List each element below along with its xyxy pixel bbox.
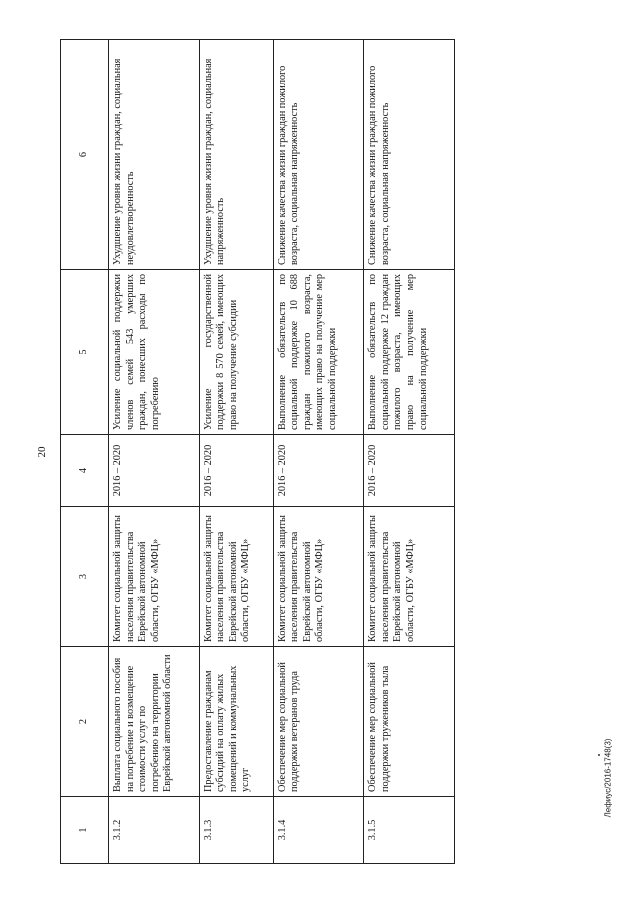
measure-name: Обеспечение мер социальной поддержки тружеников тыла [364, 647, 455, 797]
consequence: Снижение качества жизни граждан пожилого возраста, социальная напряженность [273, 40, 364, 270]
measure-name: Выплата социального пособия на погребение и возмещение стоимости услуг по погребению на территории Еврейской автономной области [109, 647, 200, 797]
period: 2016 – 2020 [199, 435, 273, 507]
column-header-6: 6 [61, 40, 109, 270]
measure-name: Обеспечение мер социальной поддержки ветеранов труда [273, 647, 364, 797]
consequence: Снижение качества жизни граждан пожилого возраста, социальная напряженность [364, 40, 455, 270]
expected-result: Усиление социальной поддержки членов семей 543 умерших граждан, понесших расходы по погребению [109, 270, 200, 435]
row-number: 3.1.5 [364, 797, 455, 864]
executor: Комитет социальной защиты населения правительства Еврейской автономной области, ОГБУ «МФЦ» [273, 507, 364, 647]
column-header-4: 4 [61, 435, 109, 507]
program-measures-table [60, 39, 455, 864]
row-number: 3.1.4 [273, 797, 364, 864]
row-number: 3.1.2 [109, 797, 200, 864]
row-number: 3.1.3 [199, 797, 273, 864]
page-number: 20 [36, 446, 48, 458]
executor: Комитет социальной защиты населения правительства Еврейской автономной области, ОГБУ «МФЦ» [364, 507, 455, 647]
column-header-3: 3 [61, 507, 109, 647]
table-header-row [61, 40, 109, 864]
measure-name: Предоставление гражданам субсидий на оплату жилых помещений и коммунальных услуг [199, 647, 273, 797]
table-row [364, 40, 455, 864]
consequence: Ухудшение уровня жизни граждан, социальная неудовлетворенность [109, 40, 200, 270]
table-row [199, 40, 273, 864]
executor: Комитет социальной защиты населения правительства Еврейской автономной области, ОГБУ «МФЦ» [199, 507, 273, 647]
column-header-5: 5 [61, 270, 109, 435]
table-row [273, 40, 364, 864]
table-row [109, 40, 200, 864]
footer-document-code: Лефиус/2016-1748(3) [603, 738, 613, 818]
rotated-table-area [60, 40, 455, 864]
expected-result: Выполнение обязательств по социальной поддержке 12 граждан пожилого возраста, имеющих право на получение мер социальной поддержки [364, 270, 455, 435]
period: 2016 – 2020 [364, 435, 455, 507]
column-header-1: 1 [61, 797, 109, 864]
rotated-table-wrapper [60, 40, 455, 864]
expected-result: Выполнение обязательств по социальной поддержке 10 688 граждан пожилого возраста, имеющих право на получение мер социальной поддержки [273, 270, 364, 435]
period: 2016 – 2020 [273, 435, 364, 507]
scan-dot [598, 754, 600, 756]
column-header-2: 2 [61, 647, 109, 797]
executor: Комитет социальной защиты населения правительства Еврейской автономной области, ОГБУ «МФЦ» [109, 507, 200, 647]
consequence: Ухудшение уровня жизни граждан, социальная напряженность [199, 40, 273, 270]
expected-result: Усиление государственной поддержки 8 570 семей, имеющих право на получение субсидии [199, 270, 273, 435]
period: 2016 – 2020 [109, 435, 200, 507]
